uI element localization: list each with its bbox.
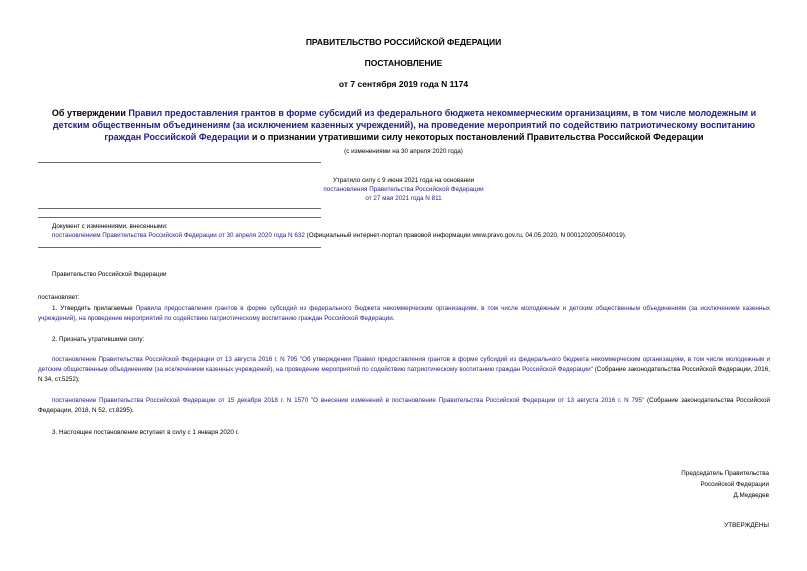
paragraph-1 (38, 304, 770, 324)
p2b-link[interactable]: постановление Правительства Российской Федерации от 15 декабря 2018 г. N 1570 "О внесении изменений в постановление Правительства Российской Федерации от 13 августа 2016 г. N 795" (52, 397, 645, 404)
p1-suffix: . (392, 315, 395, 322)
divider (38, 208, 321, 209)
changes-label: Документ с изменениями, внесенными: (52, 223, 168, 230)
government-heading: ПРАВИТЕЛЬСТВО РОССИЙСКОЙ ФЕДЕРАЦИИ (305, 37, 502, 47)
divider (38, 217, 321, 218)
signature-line-2: Российской Федерации (700, 481, 769, 488)
body-government: Правительство Российской Федерации (52, 271, 167, 278)
approved-label: УТВЕРЖДЕНЫ (724, 522, 769, 529)
divider (38, 247, 321, 248)
p2b-source: (Собрание законодательства Российской Федерации, 2018, N 52, ст.8295). (38, 397, 771, 414)
document-type: ПОСТАНОВЛЕНИЕ (364, 58, 443, 68)
p2a-link[interactable]: постановление Правительства Российской Федерации от 13 августа 2016 г. N 795 "Об утверждении Правил предоставления грантов в форме субсидий из федерального бюджета некоммерческим организациям, в том числе молодежным и детским общественным объединениям (за исключением казенных учреждений), на проведение мероприятий по содействию патриотическому воспитанию граждан Российской Федерации" (38, 356, 770, 373)
paragraph-2: 2. Признать утратившими силу: (52, 336, 145, 343)
title-link[interactable]: Правил предоставления грантов в форме субсидий из федерального бюджета некоммерческим организациям, в том числе молодежным и детским общественным объединениям (за исключением казенных учреждений), на проведение мероприятий по содействию патриотическому воспитанию граждан Российской Федерации (52, 108, 757, 142)
title-suffix: и о признании утратившими силу некоторых постановлений Правительства Российской Федерации (249, 132, 704, 142)
changes-link[interactable]: постановлением Правительства Российской Федерации от 30 апреля 2020 года N 632 (52, 232, 305, 239)
expired-line-1: Утратило силу с 9 июня 2021 года на основании (332, 177, 475, 184)
p1-prefix: 1. Утвердить прилагаемые (52, 305, 136, 312)
body-decrees: постановляет: (38, 294, 80, 301)
divider (38, 162, 321, 163)
paragraph-3: 3. Настоящее постановление вступает в силу с 1 января 2020 г. (52, 429, 239, 436)
expired-link-2[interactable]: от 27 мая 2021 года N 811 (365, 195, 442, 202)
signature-name: Д.Медведев (733, 492, 769, 499)
document-title (36, 107, 772, 143)
paragraph-2b (38, 396, 770, 416)
changes-line (52, 231, 772, 240)
date-number: от 7 сентября 2019 года N 1174 (338, 79, 469, 89)
p2a-source: (Собрание законодательства Российской Федерации, 2016, N 34, ст.5252); (38, 366, 770, 383)
changes-source: (Официальный интернет-портал правовой информации www.pravo.gov.ru, 04.05.2020, N 0001202005040019). (304, 232, 627, 239)
p1-link[interactable]: Правила предоставления грантов в форме субсидий из федерального бюджета некоммерческим организациям, в том числе молодежным и детским общественным объединениям (за исключением казенных учреждений), на проведение мероприятий по содействию патриотическому воспитанию граждан Российской Федерации (38, 305, 771, 322)
paragraph-2a (38, 355, 770, 385)
title-prefix: Об утверждении (51, 108, 129, 118)
expired-link-1[interactable]: постановления Правительства Российской Федерации (323, 186, 484, 193)
edition-note: (с изменениями на 30 апреля 2020 года) (344, 148, 463, 155)
signature-line-1: Председатель Правительства (681, 470, 769, 477)
